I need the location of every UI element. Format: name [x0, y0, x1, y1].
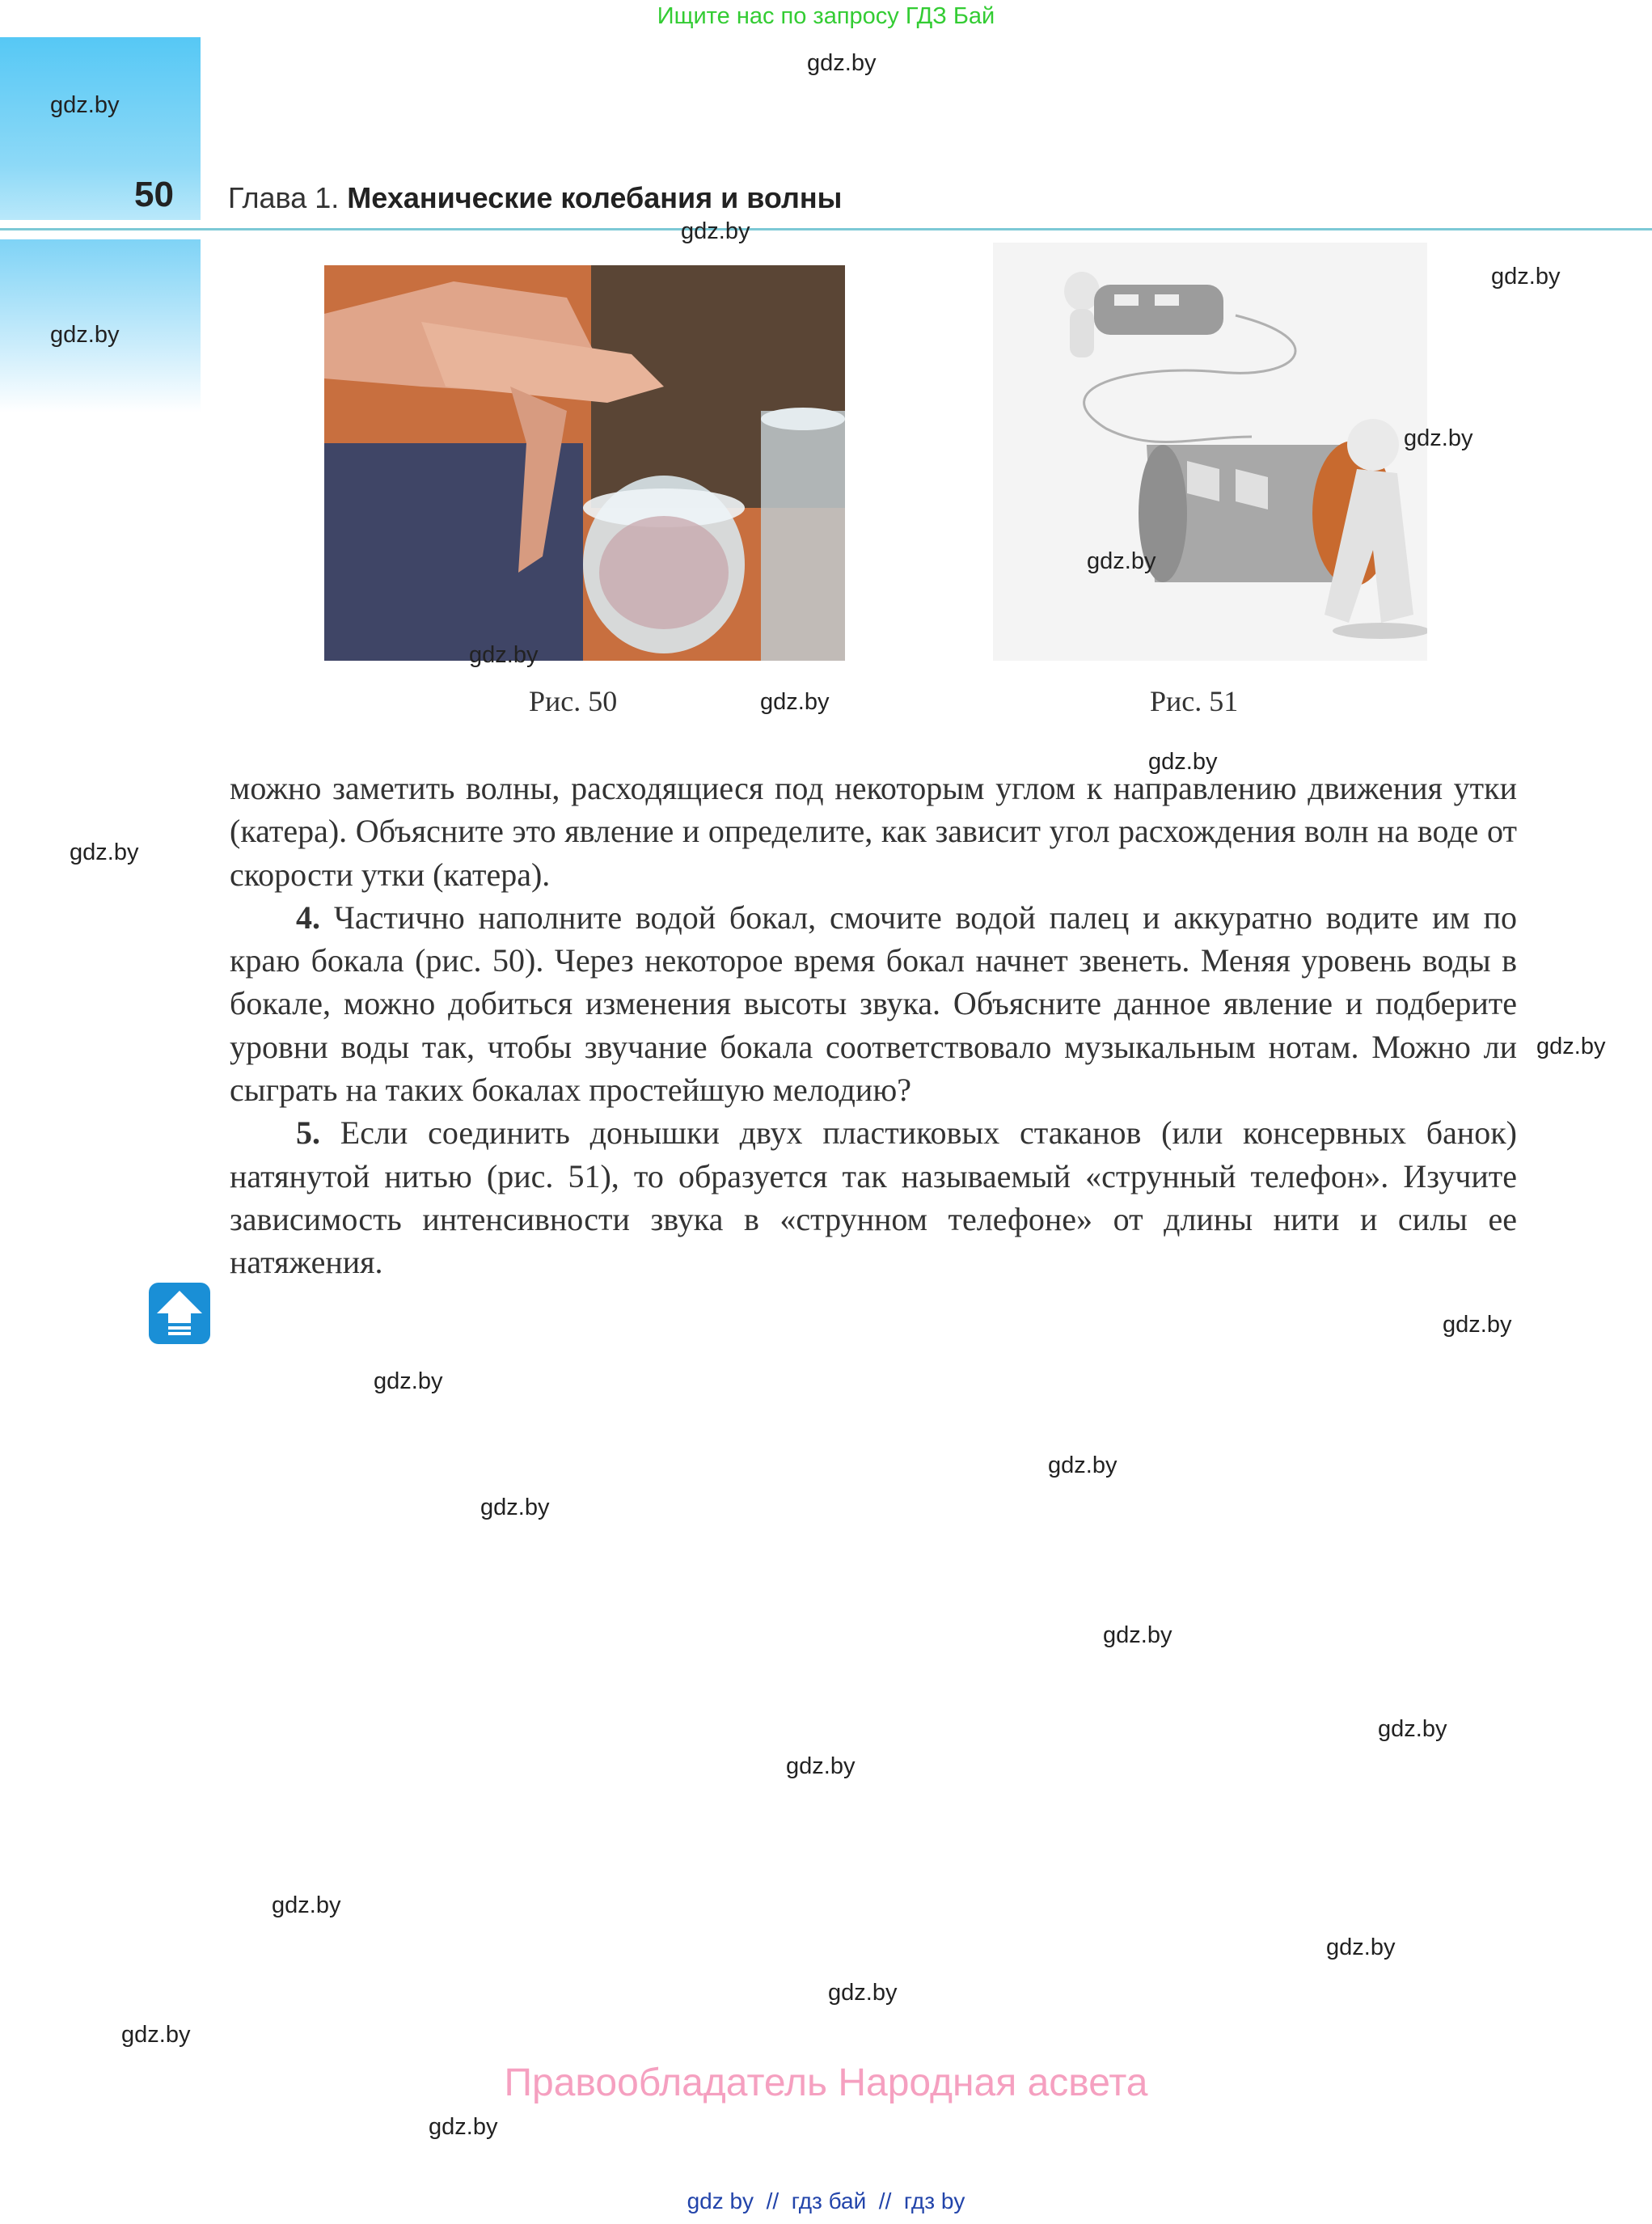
chapter-prefix: Глава 1.	[228, 181, 340, 214]
watermark: gdz.by	[1404, 425, 1473, 451]
paragraph-task-4	[230, 896, 1517, 1111]
watermark: gdz.by	[429, 2114, 498, 2140]
watermark: gdz.by	[50, 92, 120, 118]
watermark: gdz.by	[374, 1368, 443, 1394]
watermark: gdz.by	[807, 50, 877, 76]
task-5-number: 5.	[296, 1114, 320, 1152]
figure-50-caption: Рис. 50	[529, 685, 618, 717]
watermark: gdz.by	[681, 218, 750, 244]
watermark: gdz.by	[760, 689, 830, 715]
watermark: gdz.by	[121, 2022, 191, 2048]
string-telephone-illustration	[993, 243, 1427, 661]
header-rule	[0, 228, 1652, 230]
page-number: 50	[134, 175, 174, 214]
watermark: gdz.by	[1048, 1452, 1118, 1478]
watermark: gdz.by	[480, 1495, 550, 1520]
watermark: gdz.by	[1103, 1622, 1172, 1648]
watermark: gdz.by	[1443, 1312, 1512, 1338]
watermark: gdz.by	[786, 1753, 856, 1779]
top-search-link[interactable]: Ищите нас по запросу ГДЗ Бай	[657, 3, 995, 29]
watermark: gdz.by	[828, 1980, 898, 2006]
watermark: gdz.by	[50, 322, 120, 348]
footer-links[interactable]: gdz by // гдз бай // гдз by	[687, 2188, 965, 2213]
watermark: gdz.by	[1378, 1716, 1447, 1742]
watermark: gdz.by	[1491, 264, 1561, 290]
watermark: gdz.by	[1326, 1934, 1396, 1960]
figure-50-image	[324, 265, 845, 661]
paragraph-continuation: можно заметить волны, расходящиеся под некоторым углом к направлению движения утки (катера). Объясните это явление и определите, как зависит угол расхождения волн на воде от скорости утки (катера).	[230, 770, 1517, 893]
watermark: gdz.by	[469, 642, 539, 668]
glass-photo-illustration	[324, 265, 845, 661]
figure-51-caption: Рис. 51	[1150, 685, 1239, 717]
watermark: gdz.by	[1148, 749, 1218, 775]
copyright-notice: Правообладатель Народная асвета	[504, 2061, 1148, 2104]
figure-51-image	[993, 243, 1427, 661]
watermark: gdz.by	[272, 1892, 341, 1918]
task-4-text: Частично наполните водой бокал, смочите водой палец и аккуратно водите им по краю бокала (рис. 50). Через некоторое время бокал начнет звенеть. Меняя уровень воды в бокале, можно добиться изменения высоты звука. Объясните данное явление и подберите уровни воды так, чтобы звучание бокала соответствовало музыкальным нотам. Можно ли сыграть на таких бокалах простейшую мелодию?	[230, 898, 1518, 1109]
arrow-up-home-icon[interactable]	[149, 1283, 210, 1344]
chapter-title: Механические колебания и волны	[347, 181, 843, 214]
paragraph-task-5	[230, 1111, 1517, 1283]
task-5-text: Если соединить донышки двух пластиковых стаканов (или консервных банок) натянутой нитью (рис. 51), то образуется так называемый «струнный телефон». Изучите зависимость интенсивности звука в «струнном телефоне» от длины нити и силы ее натяжения.	[230, 1114, 1518, 1281]
watermark: gdz.by	[1536, 1034, 1606, 1059]
watermark: gdz.by	[70, 839, 139, 865]
watermark: gdz.by	[1087, 548, 1156, 574]
chapter-heading	[228, 181, 842, 215]
task-4-number: 4.	[296, 898, 320, 936]
body-text	[230, 767, 1517, 1284]
